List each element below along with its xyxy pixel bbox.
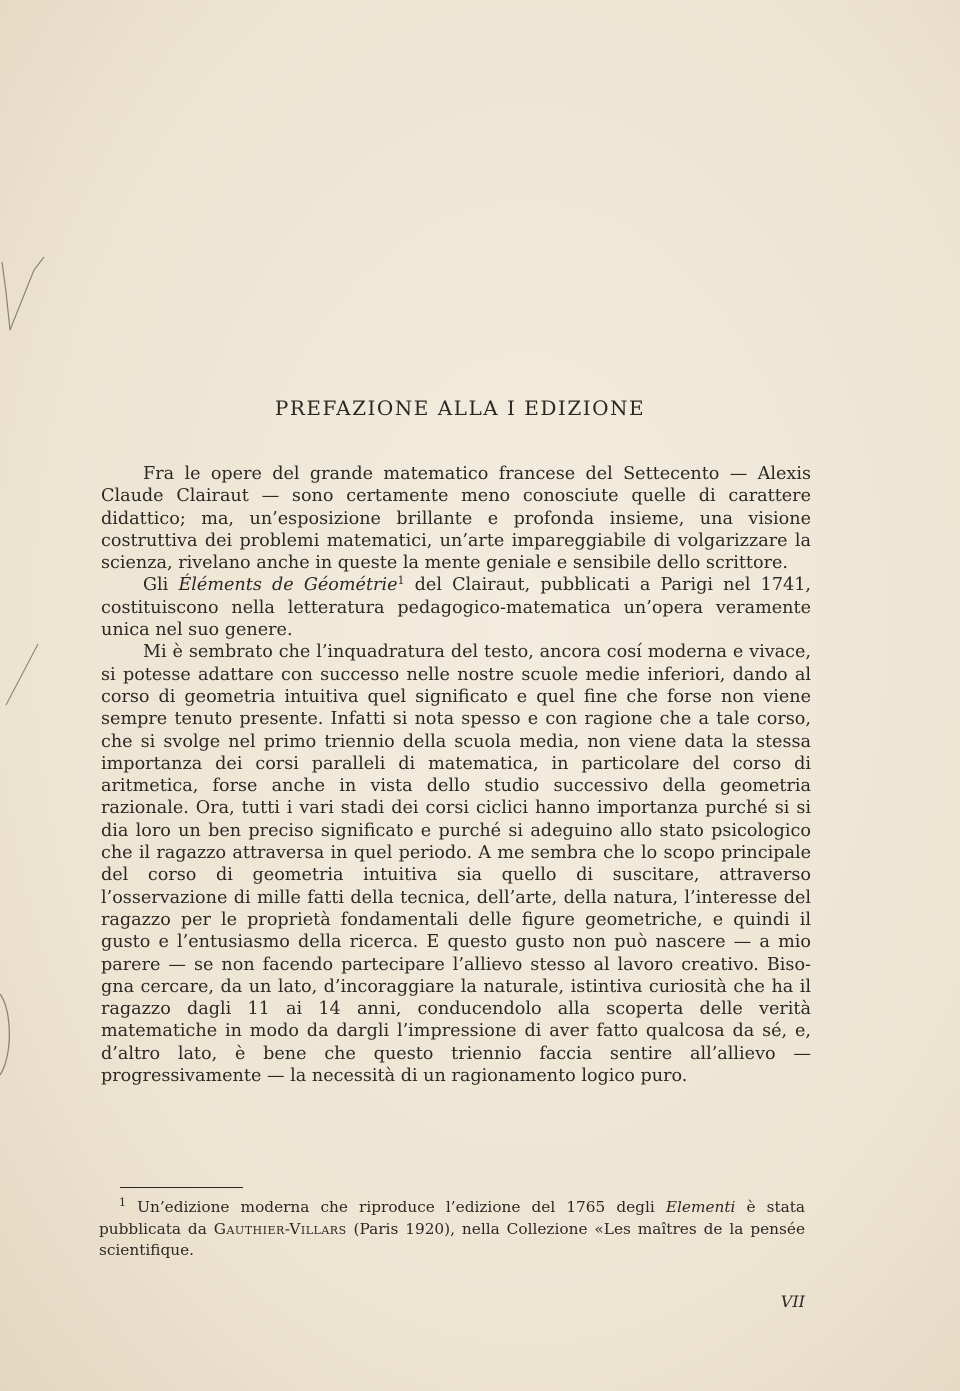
pencil-stroke-top bbox=[2, 257, 44, 330]
cited-work-title: Éléments de Géométrie bbox=[178, 575, 398, 596]
paragraph-3: Mi è sembrato che l’inquadratura del testo, ancora cosí moderna e vivace, si potesse adattare con successo nelle nostre scuole medie inferiori, dando al corso di geometria intuitiva quel significato e quel fine che forse non viene sempre tenuto presente. Infatti si nota spesso e con ragione che a tale corso, che si svolge nel primo triennio della scuola media, non viene data la stessa importanza dei corsi paralleli di matematica, in particolare del corso di aritmetica, forse anche in vista dello studio successivo della geometria razionale. Ora, tutti i vari stadi dei corsi ciclici hanno importanza purché si si dia loro un ben preciso significato e purché si adeguino allo stato psicologico che il ragazzo attraversa in quel periodo. A me sembra che lo scopo principale del corso di geometria intuitiva sia quello di suscitare, attraverso l’osservazione di mille fatti della tecnica, dell’arte, della natura, l’interesse del ragazzo per le proprietà fondamentali delle figure geometriche, e quindi il gusto e l’entusiasmo della ricerca. E questo gusto non può nascere — a mio parere — se non facendo partecipare l’allievo stesso al lavoro creativo. Bisogna cercare, da un lato, d’incoraggiare la naturale, istintiva curiosità che ha il ragazzo dagli 11 ai 14 anni, conducendolo alla scoperta delle verità matematiche in modo da dargli l’impressione di aver fatto qualcosa da sé, e, d’altro lato, è bene che questo triennio faccia sentire all’allievo — progressivamente — la necessità di un ragionamento logico puro. bbox=[101, 642, 811, 1087]
footnote-divider bbox=[120, 1187, 243, 1188]
footnote-italic-title: Elementi bbox=[665, 1198, 736, 1216]
paragraph-2-lead: Gli bbox=[143, 575, 179, 596]
paragraph-2-rest: del Clairaut, pubblicati a Parigi nel 1741, costituiscono nella letteratura pedagogico-matematica un’opera veramente unica nel suo genere. bbox=[101, 575, 811, 641]
pencil-bracket-lower bbox=[0, 994, 9, 1075]
footnote-text-2: è stata pubblicata da bbox=[99, 1198, 805, 1238]
page-title: PREFAZIONE ALLA I EDIZIONE bbox=[274, 396, 646, 420]
footnote-reference: 1 bbox=[397, 574, 405, 588]
pencil-stroke-middle bbox=[6, 644, 38, 705]
paragraph-2 bbox=[101, 574, 811, 641]
main-text bbox=[101, 463, 811, 1087]
page-number: VII bbox=[780, 1292, 805, 1311]
paragraph-1: Fra le opere del grande matematico francese del Settecento — Alexis Claude Clairaut — sono certamente meno conosciute quelle di carattere didattico; ma, un’esposizione brillante e profonda insieme, una visione costruttiva dei problemi matematici, un’arte impareggiabile di volgarizzare la scienza, rivelano anche in queste la mente geniale e sensibile dello scrittore. bbox=[101, 464, 811, 574]
footnote-publisher: Gauthier-Villars bbox=[213, 1219, 347, 1238]
footnote-text-1: Un’edizione moderna che riproduce l’edizione del 1765 degli bbox=[126, 1198, 666, 1216]
footnote-marker: 1 bbox=[119, 1196, 126, 1209]
footnote bbox=[99, 1197, 805, 1262]
footnote-text-3: (Paris 1920), nella Collezione «Les maîtres de la pensée scientifique. bbox=[99, 1219, 805, 1259]
